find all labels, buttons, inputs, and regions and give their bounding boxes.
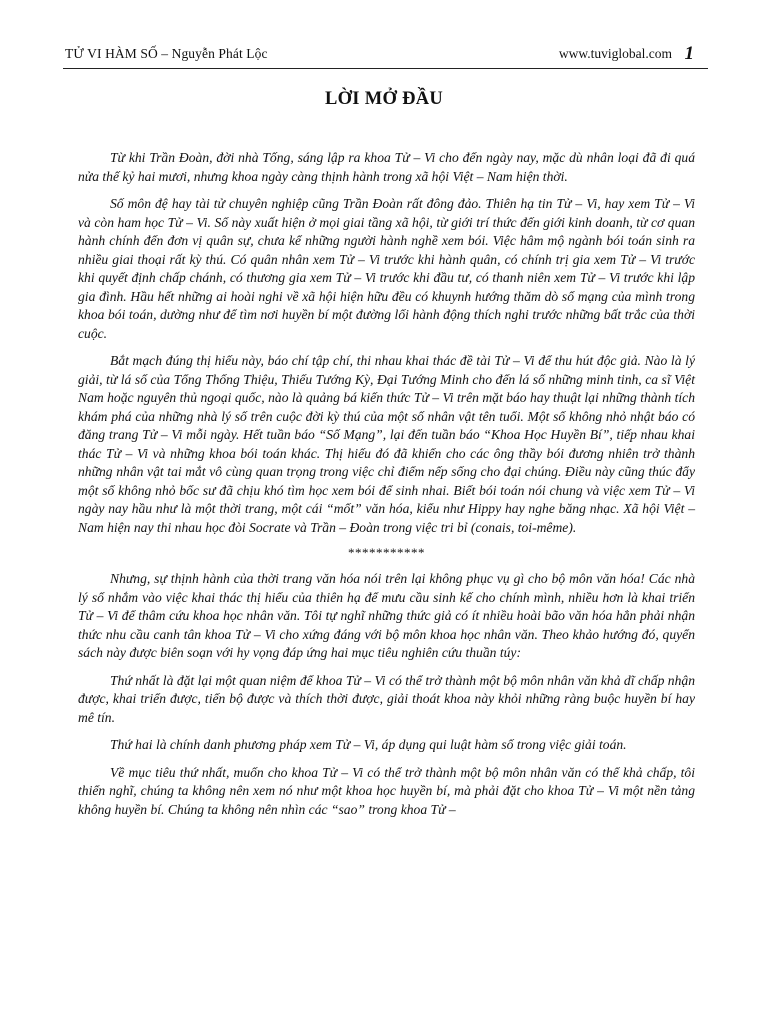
paragraph: Bắt mạch đúng thị hiếu này, báo chí tập chí, thi nhau khai thác đề tài Tử – Vi để thu hút độc giả. Nào là lý giải, từ lá số của Tổng Thống Thiệu, Thiếu Tướng Kỳ, Đại Tướng Minh cho đến lá số những minh tinh, ca sĩ Việt Nam hoặc nguyên thủ ngoại quốc, nào là quảng bá kiến thức Tử – Vi trên mặt báo hay thuật lại những thành tích khám phá của những nhà lý số trên cuộc đời kỳ thú của một số nhân vật tên tuổi. Một số không nhỏ nhật báo có đăng trang Tử – Vi mỗi ngày. Hết tuần báo “Số Mạng”, lại đến tuần báo “Khoa Học Huyền Bí”, tiếp nhau khai thác Tử – Vi và những khoa bói toán khác. Thị hiếu đó đã khiến cho các ông thầy bói đương nhiên trở thành những nhân vật tai mắt vô cùng quan trọng trong việc chỉ điểm nếp sống cho đại chúng. Điều này cũng thúc đẩy một số không nhỏ bốc sư đã chịu khó tìm học xem bói để sinh nhai. Biết bói toán nói chung và việc xem Tử – Vi ngày nay hầu như là một thời trang, một cái “mốt” văn hóa, kiểu như Hippy hay nghe băng nhạc. Xã hội Việt – Nam hiện nay thi nhau học đòi Socrate và Trần – Đoàn trong việc tri bỉ (conais, toi-même).	[78, 353, 695, 535]
body-text	[78, 149, 695, 828]
paragraph: Số môn đệ hay tài tử chuyên nghiệp cũng Trần Đoàn rất đông đảo. Thiên hạ tin Tử – Vi, hay xem Tử – Vi và còn ham học Tử – Vi. Số này xuất hiện ở mọi giai tầng xã hội, từ giới trí thức đến giới kinh doanh, từ cơ quan hành chính đến đơn vị quân sự, chưa kể những người hành nghề xem bói. Việc hâm mộ ngành bói toán sinh ra nhiều giai thoại rất kỳ thú. Có quân nhân xem Tử – Vi trước khi hành quân, có chính trị gia xem Tử – Vi trước khi quyết định chấp chánh, có thương gia xem Tử – Vi trước khi đầu tư, có thanh niên xem Tử – Vi trước khi lập gia đình. Hầu hết những ai hoài nghi về xã hội hiện hữu đều có khuynh hướng thăm dò số mạng của mình trong khoa bói toán, dường như để tìm nơi huyền bí một đường lối hành động thích nghi trước những bất trắc của thời cuộc.	[78, 196, 695, 341]
running-header	[63, 40, 708, 69]
paragraph: Về mục tiêu thứ nhất, muốn cho khoa Tử – Vi có thể trở thành một bộ môn nhân văn có thể khả chấp, tôi thiển nghĩ, chúng ta không nên xem nó như một khoa học huyền bí, mà phải đặt cho khoa Tử – Vi một nền tảng không huyền bí. Chúng ta không nên nhìn các “sao” trong khoa Tử –	[78, 764, 695, 817]
paragraph: Thứ hai là chính danh phương pháp xem Tử – Vi, áp dụng qui luật hàm số trong việc giải toán.	[110, 737, 627, 752]
paragraph: Từ khi Trần Đoàn, đời nhà Tống, sáng lập ra khoa Tử – Vi cho đến ngày nay, mặc dù nhân loại đã đi quá nửa thế kỷ hai mươi, nhưng khoa ngày càng thịnh hành trong xã hội Việt – Nam hiện thời.	[78, 150, 695, 184]
section-separator: ***********	[348, 545, 425, 560]
page-number: 1	[684, 43, 694, 64]
paragraph: Thứ nhất là đặt lại một quan niệm để khoa Tử – Vi có thể trở thành một bộ môn nhân văn khả dĩ chấp nhận được, khai triển được, tiến bộ được và thích thời được, giải thoát khoa này khỏi những ràng buộc huyền bí hay mê tín.	[78, 672, 695, 725]
header-website-url[interactable]: www.tuviglobal.com	[558, 46, 672, 61]
chapter-title: LỜI MỞ ĐẦU	[324, 89, 444, 109]
paragraph: Nhưng, sự thịnh hành của thời trang văn hóa nói trên lại không phục vụ gì cho bộ môn văn hóa! Các nhà lý số nhắm vào việc khai thác thị hiếu của thiên hạ để mưu cầu sinh kế cho chính mình, nhiều hơn là khai triển Tử – Vi để thâm cứu khoa học nhân văn. Tôi tự nghĩ những thức giả có ít nhiều hoài bão văn hóa hẳn phải nhận thức nhu cầu canh tân khoa Tử – Vi cho xứng đáng với bộ môn khoa học nhân văn. Theo khảo hướng đó, quyển sách này được biên soạn với hy vọng đáp ứng hai mục tiêu nghiên cứu thuần túy:	[78, 571, 695, 660]
header-book-title: TỬ VI HÀM SỐ – Nguyễn Phát Lộc	[65, 46, 268, 61]
